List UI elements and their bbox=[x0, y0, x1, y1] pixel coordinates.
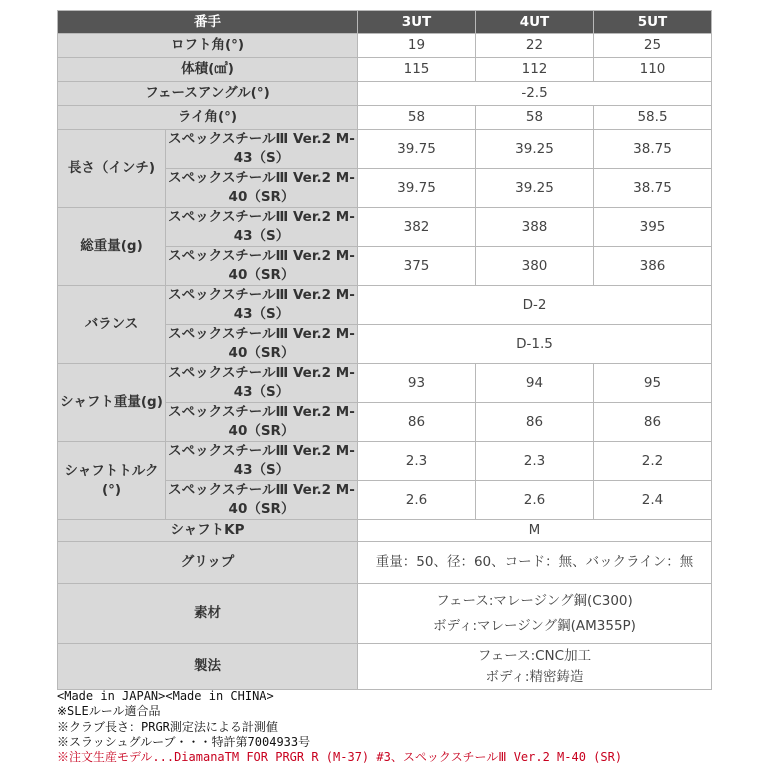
manufacturing-value bbox=[358, 644, 712, 690]
note-patent: ※スラッシュグルーブ・・・特許第7004933号 bbox=[57, 734, 311, 749]
shaft-torque-value: 2.6 bbox=[476, 481, 594, 520]
volume-value: 115 bbox=[358, 58, 476, 82]
total-weight-label: 総重量(g) bbox=[58, 208, 166, 286]
table-row bbox=[58, 442, 712, 481]
lie-value: 58.5 bbox=[594, 106, 712, 130]
header-col-5ut: 5UT bbox=[594, 11, 712, 34]
shaft-torque-value: 2.3 bbox=[476, 442, 594, 481]
length-value: 39.25 bbox=[476, 169, 594, 208]
table-row bbox=[58, 34, 712, 58]
lie-value: 58 bbox=[358, 106, 476, 130]
total-weight-value: 382 bbox=[358, 208, 476, 247]
volume-value: 110 bbox=[594, 58, 712, 82]
shaft-name: スペックスチールⅢ Ver.2 M-43（S） bbox=[166, 208, 358, 247]
shaft-torque-value: 2.2 bbox=[594, 442, 712, 481]
volume-value: 112 bbox=[476, 58, 594, 82]
table-row bbox=[58, 584, 712, 644]
grip-value: 重量：50、径：60、コード：無、バックライン：無 bbox=[358, 542, 712, 584]
length-value: 38.75 bbox=[594, 130, 712, 169]
shaft-name: スペックスチールⅢ Ver.2 M-43（S） bbox=[166, 442, 358, 481]
header-row bbox=[58, 11, 712, 34]
shaft-kp-value: M bbox=[358, 520, 712, 542]
balance-value: D-2 bbox=[358, 286, 712, 325]
shaft-weight-value: 94 bbox=[476, 364, 594, 403]
table-row bbox=[58, 82, 712, 106]
header-col-3ut: 3UT bbox=[358, 11, 476, 34]
loft-label: ロフト角(°) bbox=[58, 34, 358, 58]
volume-label: 体積(㎤) bbox=[58, 58, 358, 82]
table-row bbox=[58, 130, 712, 169]
lie-label: ライ角(°) bbox=[58, 106, 358, 130]
table-row bbox=[58, 286, 712, 325]
table-row bbox=[58, 364, 712, 403]
shaft-weight-value: 86 bbox=[594, 403, 712, 442]
shaft-weight-value: 86 bbox=[476, 403, 594, 442]
material-body: ボディ:マレージング鋼(AM355P) bbox=[433, 617, 636, 634]
shaft-name: スペックスチールⅢ Ver.2 M-43（S） bbox=[166, 130, 358, 169]
shaft-weight-value: 93 bbox=[358, 364, 476, 403]
grip-label: グリップ bbox=[58, 542, 358, 584]
shaft-torque-value: 2.6 bbox=[358, 481, 476, 520]
manufacturing-face: フェース:CNC加工 bbox=[477, 647, 592, 664]
loft-value: 22 bbox=[476, 34, 594, 58]
note-sle-rule: ※SLEルール適合品 bbox=[57, 704, 161, 719]
balance-label: バランス bbox=[58, 286, 166, 364]
table-row bbox=[58, 542, 712, 584]
manufacturing-body: ボディ:精密鋳造 bbox=[485, 668, 584, 685]
shaft-name: スペックスチールⅢ Ver.2 M-40（SR） bbox=[166, 481, 358, 520]
shaft-name: スペックスチールⅢ Ver.2 M-43（S） bbox=[166, 364, 358, 403]
total-weight-value: 375 bbox=[358, 247, 476, 286]
shaft-torque-value: 2.4 bbox=[594, 481, 712, 520]
manufacturing-label: 製法 bbox=[58, 644, 358, 690]
shaft-torque-label: シャフトトルク(°) bbox=[58, 442, 166, 520]
note-custom-order: ※注文生産モデル...DiamanaTM FOR PRGR R (M-37) #3、スペックスチールⅢ Ver.2 M-40 (SR) bbox=[57, 750, 623, 765]
total-weight-value: 380 bbox=[476, 247, 594, 286]
total-weight-value: 388 bbox=[476, 208, 594, 247]
loft-value: 19 bbox=[358, 34, 476, 58]
table-row bbox=[58, 208, 712, 247]
length-value: 39.25 bbox=[476, 130, 594, 169]
header-col-4ut: 4UT bbox=[476, 11, 594, 34]
length-value: 38.75 bbox=[594, 169, 712, 208]
face-angle-value: -2.5 bbox=[358, 82, 712, 106]
table-row bbox=[58, 520, 712, 542]
lie-value: 58 bbox=[476, 106, 594, 130]
spec-table bbox=[57, 10, 712, 690]
table-row bbox=[58, 58, 712, 82]
note-made-in: <Made in JAPAN><Made in CHINA> bbox=[57, 689, 274, 703]
balance-value: D-1.5 bbox=[358, 325, 712, 364]
length-label: 長さ（インチ) bbox=[58, 130, 166, 208]
shaft-weight-value: 86 bbox=[358, 403, 476, 442]
table-row bbox=[58, 644, 712, 690]
total-weight-value: 386 bbox=[594, 247, 712, 286]
table-row bbox=[58, 106, 712, 130]
material-label: 素材 bbox=[58, 584, 358, 644]
shaft-name: スペックスチールⅢ Ver.2 M-40（SR） bbox=[166, 325, 358, 364]
shaft-kp-label: シャフトKP bbox=[58, 520, 358, 542]
face-angle-label: フェースアングル(°) bbox=[58, 82, 358, 106]
shaft-weight-label: シャフト重量(g) bbox=[58, 364, 166, 442]
shaft-name: スペックスチールⅢ Ver.2 M-40（SR） bbox=[166, 403, 358, 442]
material-value bbox=[358, 584, 712, 644]
loft-value: 25 bbox=[594, 34, 712, 58]
length-value: 39.75 bbox=[358, 130, 476, 169]
length-value: 39.75 bbox=[358, 169, 476, 208]
note-club-length: ※クラブ長さ：PRGR測定法による計測値 bbox=[57, 719, 278, 734]
shaft-torque-value: 2.3 bbox=[358, 442, 476, 481]
header-label: 番手 bbox=[58, 11, 358, 34]
total-weight-value: 395 bbox=[594, 208, 712, 247]
shaft-name: スペックスチールⅢ Ver.2 M-40（SR） bbox=[166, 169, 358, 208]
shaft-weight-value: 95 bbox=[594, 364, 712, 403]
shaft-name: スペックスチールⅢ Ver.2 M-40（SR） bbox=[166, 247, 358, 286]
notes bbox=[57, 689, 770, 765]
material-face: フェース:マレージング鋼(C300) bbox=[436, 592, 633, 609]
shaft-name: スペックスチールⅢ Ver.2 M-43（S） bbox=[166, 286, 358, 325]
